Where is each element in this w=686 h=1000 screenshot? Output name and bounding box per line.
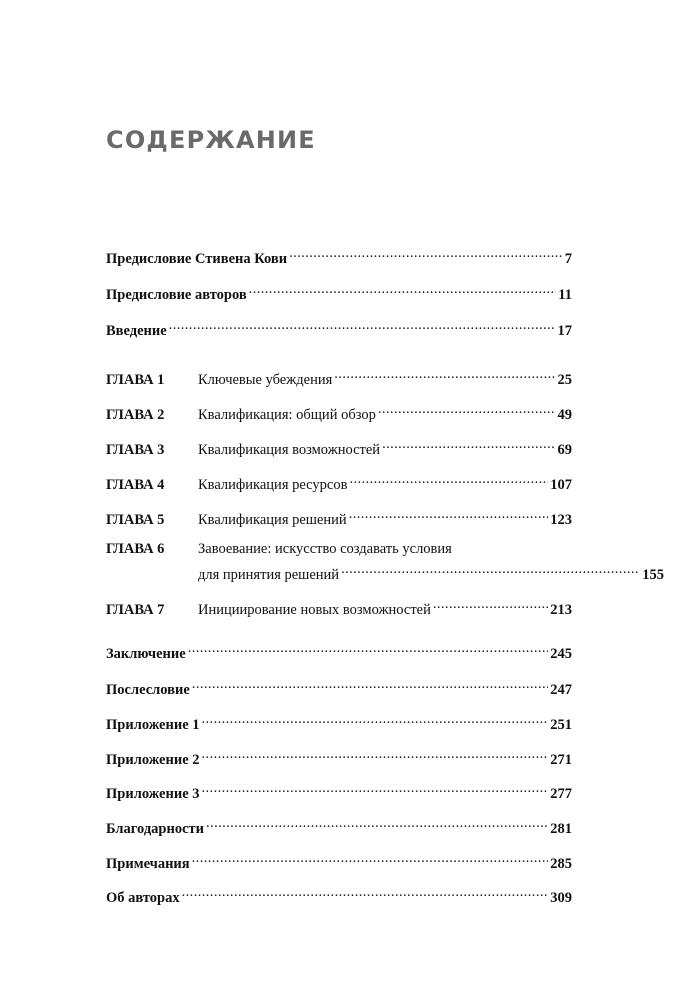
toc-entry-title: Об авторах: [106, 890, 180, 906]
toc-page-number: 271: [550, 752, 572, 768]
toc-page-number: 25: [557, 372, 572, 388]
dot-leader: [192, 674, 548, 694]
toc-page-number: 281: [550, 821, 572, 837]
toc-entry-title: Приложение 2: [106, 752, 200, 768]
dot-leader: [378, 399, 556, 419]
chapter-label: ГЛАВА 1: [106, 372, 165, 388]
toc-entry-chapter-2[interactable]: [106, 399, 572, 423]
toc-page-number: 247: [550, 682, 572, 698]
toc-entry-title: Благодарности: [106, 821, 205, 837]
toc-entry-title: Введение: [106, 323, 167, 339]
toc-page-number: 277: [550, 786, 572, 802]
toc-page-number: 285: [550, 856, 572, 872]
toc-entry-title: Приложение 3: [106, 786, 200, 802]
chapter-label: ГЛАВА 2: [106, 407, 165, 423]
page-title: СОДЕРЖАНИЕ: [106, 126, 316, 154]
chapter-title: Квалификация возможностей: [198, 442, 381, 458]
toc-page-number: 155: [642, 567, 664, 583]
chapter-title: Инициирование новых возможностей: [198, 602, 431, 618]
chapter-label: ГЛАВА 3: [106, 442, 165, 458]
dot-leader: [249, 279, 557, 299]
chapter-title: Квалификация ресурсов: [198, 477, 348, 493]
toc-entry-title: Приложение 1: [106, 717, 200, 733]
toc-entry-appendix-2[interactable]: [106, 744, 572, 768]
toc-entry-foreword-authors[interactable]: [106, 279, 572, 303]
toc-entry-title: Заключение: [106, 646, 186, 662]
toc-page-number: 17: [557, 323, 572, 339]
toc-page-number: 213: [550, 602, 572, 618]
dot-leader: [341, 559, 640, 579]
chapter-title-line-1: Завоевание: искусство создавать условия: [198, 541, 452, 557]
dot-leader: [182, 882, 549, 902]
toc-entry-chapter-1[interactable]: [106, 364, 572, 388]
chapter-label: ГЛАВА 5: [106, 512, 165, 528]
toc-entry-chapter-7[interactable]: [106, 594, 572, 618]
toc-entry-acknowledgements[interactable]: [106, 813, 572, 837]
toc-entry-appendix-3[interactable]: [106, 778, 572, 802]
dot-leader: [202, 709, 549, 729]
toc-page-number: 251: [550, 717, 572, 733]
toc-entry-title: Послесловие: [106, 682, 190, 698]
toc-page-number: 245: [550, 646, 572, 662]
toc-entry-appendix-1[interactable]: [106, 709, 572, 733]
toc-entry-foreword-covey[interactable]: [106, 243, 572, 267]
chapter-label: ГЛАВА 6: [106, 541, 165, 557]
toc-entry-chapter-4[interactable]: [106, 469, 572, 493]
toc-page-number: 49: [557, 407, 572, 423]
chapter-label: ГЛАВА 7: [106, 602, 165, 618]
dot-leader: [433, 594, 548, 614]
toc-entry-notes[interactable]: [106, 848, 572, 872]
toc-page-number: 107: [550, 477, 572, 493]
chapter-title: Ключевые убеждения: [198, 372, 333, 388]
dot-leader: [349, 469, 548, 489]
chapter-label: ГЛАВА 4: [106, 477, 165, 493]
toc-entry-chapter-3[interactable]: [106, 434, 572, 458]
toc-entry-chapter-5[interactable]: [106, 504, 572, 528]
chapter-title: Квалификация: общий обзор: [198, 407, 376, 423]
dot-leader: [349, 504, 549, 524]
dot-leader: [206, 813, 548, 833]
dot-leader: [382, 434, 555, 454]
dot-leader: [202, 778, 549, 798]
toc-entry-title: Предисловие Стивена Кови: [106, 251, 288, 267]
dot-leader: [188, 638, 549, 658]
toc-page-number: 69: [557, 442, 572, 458]
toc-entry-about-authors[interactable]: [106, 882, 572, 906]
toc-page-number: 7: [564, 251, 572, 267]
toc-page-number: 309: [550, 890, 572, 906]
dot-leader: [202, 744, 549, 764]
dot-leader: [169, 315, 556, 335]
dot-leader: [192, 848, 549, 868]
toc-entry-conclusion[interactable]: [106, 638, 572, 662]
toc-page-number: 123: [550, 512, 572, 528]
toc-entry-afterword[interactable]: [106, 674, 572, 698]
dot-leader: [334, 364, 555, 384]
toc-entry-chapter-6[interactable]: [106, 539, 664, 583]
chapter-title-line-2: для принятия решений: [198, 567, 340, 583]
toc-entry-title: Предисловие авторов: [106, 287, 247, 303]
toc-page-number: 11: [558, 287, 572, 303]
dot-leader: [289, 243, 563, 263]
toc-entry-title: Примечания: [106, 856, 190, 872]
chapter-title: Квалификация решений: [198, 512, 347, 528]
toc-entry-introduction[interactable]: [106, 315, 572, 339]
